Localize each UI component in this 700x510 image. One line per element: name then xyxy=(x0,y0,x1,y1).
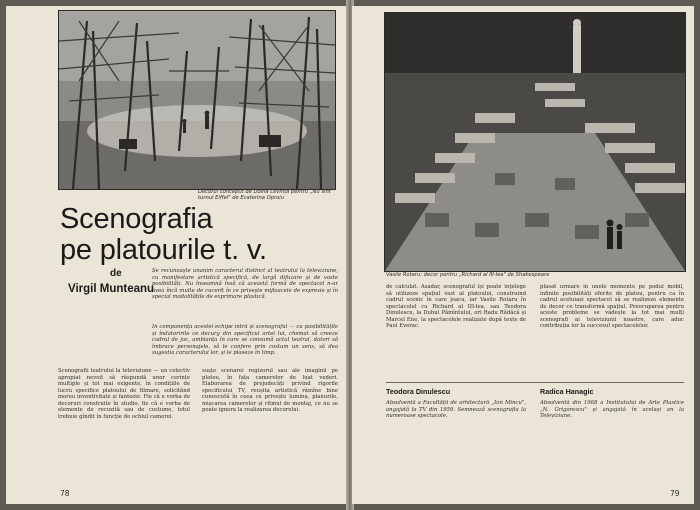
stage-set-photo-eiffel xyxy=(58,10,336,190)
left-page xyxy=(6,6,348,504)
left-photo-caption: Decorul conceput de Doina Levința pentru „Nu sînt turnul Eiffel" de Ecaterina Oproiu xyxy=(198,189,331,202)
designer-bio-right: Absolventă din 1968 a Institutului de Arte Plastice „N. Grigorescu" și angajată în același an la Televiziune. xyxy=(540,400,684,420)
designer-bio-left: Absolventă a Facultății de arhitectură „Ion Mincu", angajată la TV din 1959. Semnează scenografia la numeroase spectacole. xyxy=(386,400,526,420)
right-page xyxy=(352,6,694,504)
designer-name-right: Radica Hanagic xyxy=(540,387,594,396)
page-number-left: 78 xyxy=(60,489,70,498)
byline-prefix: de xyxy=(110,268,122,279)
right-photo-caption: Vasile Rotaru: decor pentru „Richard al III-lea" de Shakespeare xyxy=(386,272,550,278)
author-name: Virgil Munteanu xyxy=(68,283,155,295)
intro-paragraph: În componența acestei echipe intră și scenograful — cu posibilitățile și îndatoririle ce decurg din specificul artei lui, chemat să creeze cadrul de joc, ambianța în care se consumă actul teatral, datori să îmbrace personajele, să le confere prin costum un sens, să dea sugestia caracterului lor, și le plaseze în timp. xyxy=(152,324,338,357)
stage-set-photo-richard xyxy=(384,12,686,272)
lead-paragraph: Se recunoaște unanim caracterul distinct al teatrului la televiziune, cu manifestare artistică specifică, de largă difuzare și de vaste posibilități. Nu înseamnă însă că această formă de spectacol n-ar avea încă multe de cucerit în ce privește mijloacele de expresie și în special modalitățile de exprimare plastică. xyxy=(152,268,338,301)
body-column-4: plasat urmare în unele momente pe podul mobil, infinite posibilități oferite de platou, pentru ca în cadrul aceluiași spectacol să se realizeze elemente de decor ce transformă spațiul. Preocuparea pentru aceste probleme se vădește la tot mai mulți scenografi ai televiziunii noastre, care aduc contribuția lor la succesul spectacolelor. xyxy=(540,284,684,330)
page-number-right: 79 xyxy=(670,489,680,498)
body-column-3: de calculat. Asadar, scenograful își poate înțelege să utilizeze spațiul vast al platoului, construind cadrul scenic în care joaca, iar Vasile Rotaru în spectacolul cu Richard al III-lea, sau Teodora Dinulescu, la Duhul Pămîntului, ori Radu Rădăcă și Marcel Ene, la spectacolele realizate după texte de Paul Everac. xyxy=(386,284,526,330)
section-divider xyxy=(386,382,684,383)
body-column-2: sușțe scenarei regizorul sau ale imaginii pe platou, în fața camerelor de luat vederi. Elaborarea de prejudecăți privind rigorile specificului TV, reușita artistică rămîne bine cunoscută în ceea ce privește lumina, planurile, mișcarea camerelor și ritmul de montaj, ce nu se poate ignora la realizarea decorului. xyxy=(202,368,338,414)
article-title xyxy=(60,204,267,266)
designer-name-left: Teodora Dinulescu xyxy=(386,387,451,396)
title-line-1: Scenografia xyxy=(60,203,213,235)
body-column-1: Scenografii teatrului la televiziune — un colectiv apropiat nevoit să răspundă unor cerințe multiple și tot mai exigente, în condițiile de lucru specifice platoului de filmare, solicitând mereu inventivitate și fantezie. Fie că e vorba de decoruri construite în studio, fie că e vorba de elemente de recuzită sau de costume, totul trebuie gîndit în funcție de ochiul camerei. xyxy=(58,368,190,420)
title-line-2: pe platourile t. v. xyxy=(60,234,267,266)
